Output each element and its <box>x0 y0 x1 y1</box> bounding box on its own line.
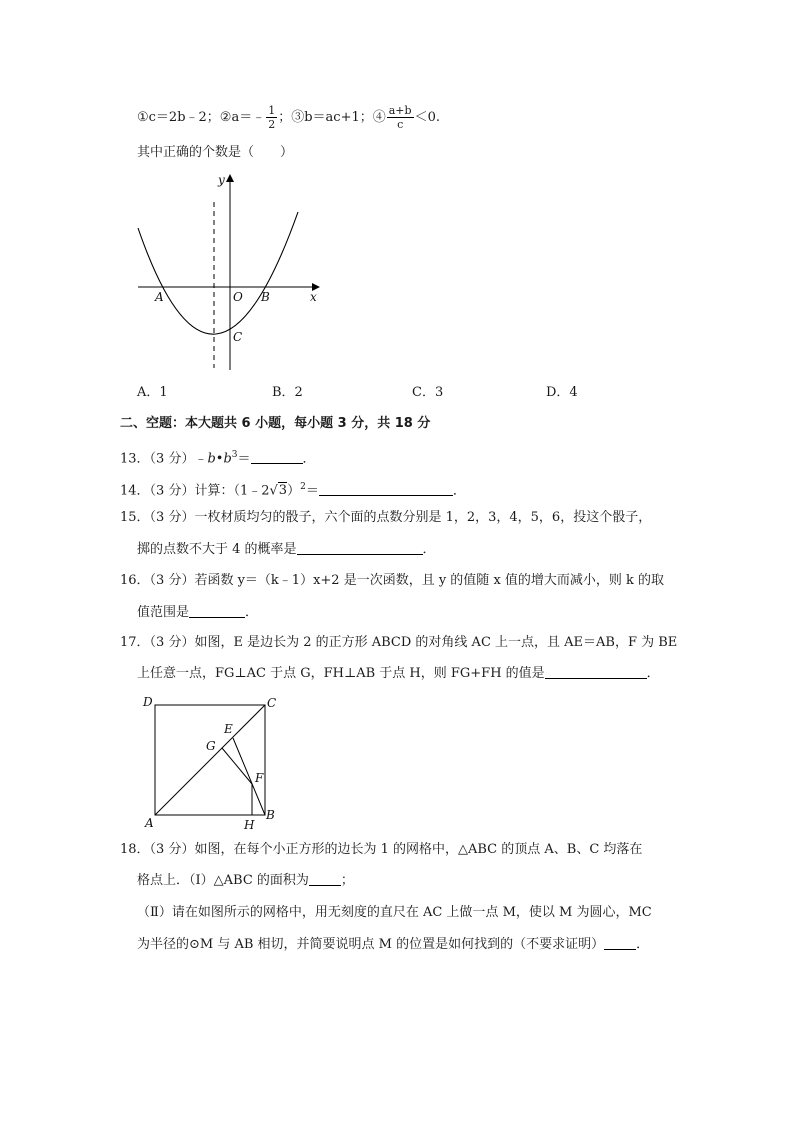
q12-cond-4-tail: ＜0. <box>414 110 440 125</box>
label-e: E <box>224 722 233 736</box>
q12-cond-3: ；③b＝ac+1；④ <box>278 110 386 125</box>
parabola-curve <box>138 212 298 334</box>
q18-line4-end: ． <box>636 937 650 952</box>
q17-end: ． <box>646 666 660 681</box>
q13-expr: b•b <box>207 451 232 467</box>
q14-answer-blank[interactable] <box>319 481 453 496</box>
q17-answer-blank[interactable] <box>545 664 647 679</box>
q14-exponent: 2 <box>300 482 306 492</box>
q17-square-figure <box>140 693 280 833</box>
q13-answer-blank[interactable] <box>251 449 303 464</box>
label-a: A <box>155 290 164 304</box>
q13-exponent: 3 <box>231 450 238 460</box>
label-c: C <box>267 696 277 710</box>
q12-conditions <box>137 104 440 131</box>
q12-fraction-a <box>266 104 277 131</box>
q18-answer-blank-1[interactable] <box>309 871 341 886</box>
y-axis-arrow <box>226 174 234 182</box>
q14 <box>120 477 466 501</box>
q16-line1: 16．（3 分）若函数 y＝（k﹣1）x+2 是一次函数，且 y 的值随 x 值的增大而减小，则 k 的取 <box>120 573 665 588</box>
label-c: C <box>233 330 243 344</box>
q15-line2-text: 掷的点数不大于 4 的概率是 <box>137 542 297 557</box>
q18-answer-blank-2[interactable] <box>604 935 636 950</box>
label-h: H <box>244 818 255 832</box>
q13 <box>120 445 316 469</box>
q13-eq: ＝ <box>237 451 251 467</box>
q18-line4-text: 为半径的⊙M 与 AB 相切，并简要说明点 M 的位置是如何找到的（不要求证明） <box>137 937 605 952</box>
q16-line2 <box>137 603 258 623</box>
q12-choice-b: B．2 <box>272 385 303 400</box>
q17-line2 <box>137 664 660 684</box>
q15-line1: 15．（3 分）一枚材质均匀的骰子，六个面的点数分别是 1，2，3，4，5，6，投这个骰子， <box>120 510 652 525</box>
segment-fg <box>222 748 252 784</box>
q18-line2-end: ； <box>340 873 354 888</box>
label-y: y <box>218 173 225 187</box>
q15-answer-blank[interactable] <box>297 540 423 555</box>
q18-line3: （Ⅱ）请在如图所示的网格中，用无刻度的直尺在 AC 上做一点 M，使以 M 为圆心，MC <box>137 905 652 920</box>
q12-choice-d: D．4 <box>546 385 578 400</box>
q17-line2-text: 上任意一点，FG⊥AC 于点 G，FH⊥AB 于点 H，则 FG+FH 的值是 <box>137 666 545 681</box>
q13-end: ． <box>302 451 316 467</box>
q14-close: ） <box>287 483 301 499</box>
q16-end: ． <box>245 605 259 620</box>
label-d: D <box>143 695 153 709</box>
q13-prefix: 13．（3 分）﹣ <box>120 451 208 467</box>
label-x: x <box>310 290 317 304</box>
q12-choice-a: A．1 <box>137 385 168 400</box>
label-b: B <box>261 290 270 304</box>
q12-choice-c: C．3 <box>412 385 444 400</box>
q12-parabola-graph <box>130 170 330 375</box>
label-a: A <box>145 816 154 830</box>
q14-end: ． <box>452 483 466 499</box>
q12-frac-a-den: 2 <box>268 118 276 131</box>
label-b: B <box>266 808 275 822</box>
q18-line1: 18．（3 分）如图，在每个小正方形的边长为 1 的网格中，△ABC 的顶点 A、B、C 均落在 <box>120 842 643 857</box>
q14-prefix: 14．（3 分）计算：（1﹣2 <box>120 483 270 499</box>
q18-line4 <box>137 935 649 955</box>
sqrt-icon: √ <box>269 483 278 499</box>
q12-frac-b-num: a+b <box>388 104 412 117</box>
q17-line1: 17．（3 分）如图，E 是边长为 2 的正方形 ABCD 的对角线 AC 上一点，且 AE＝AB，F 为 BE <box>120 635 678 650</box>
q12-cond-1-2: ①c＝2b﹣2；②a＝﹣ <box>137 110 266 125</box>
section-2-title: 二、空题：本大题共 6 小题，每小题 3 分，共 18 分 <box>120 416 431 431</box>
q18-line2 <box>137 871 354 891</box>
q14-root: 3 <box>278 483 288 499</box>
q16-answer-blank[interactable] <box>189 603 245 618</box>
label-g: G <box>206 739 216 753</box>
label-f: F <box>255 771 264 785</box>
q18-line2-text: 格点上．（Ⅰ）△ABC 的面积为 <box>137 873 309 888</box>
label-o: O <box>233 290 243 304</box>
q12-frac-b-den: c <box>397 118 404 131</box>
q15-line2 <box>137 540 436 560</box>
q14-eq: ＝ <box>305 483 319 499</box>
q16-line2-text: 值范围是 <box>137 605 190 620</box>
diagonal-ac <box>155 705 265 815</box>
q12-fraction-b <box>387 104 414 131</box>
q15-end: ． <box>422 542 436 557</box>
q12-question: 其中正确的个数是（ ） <box>137 145 294 160</box>
q12-frac-a-num: 1 <box>268 104 276 117</box>
